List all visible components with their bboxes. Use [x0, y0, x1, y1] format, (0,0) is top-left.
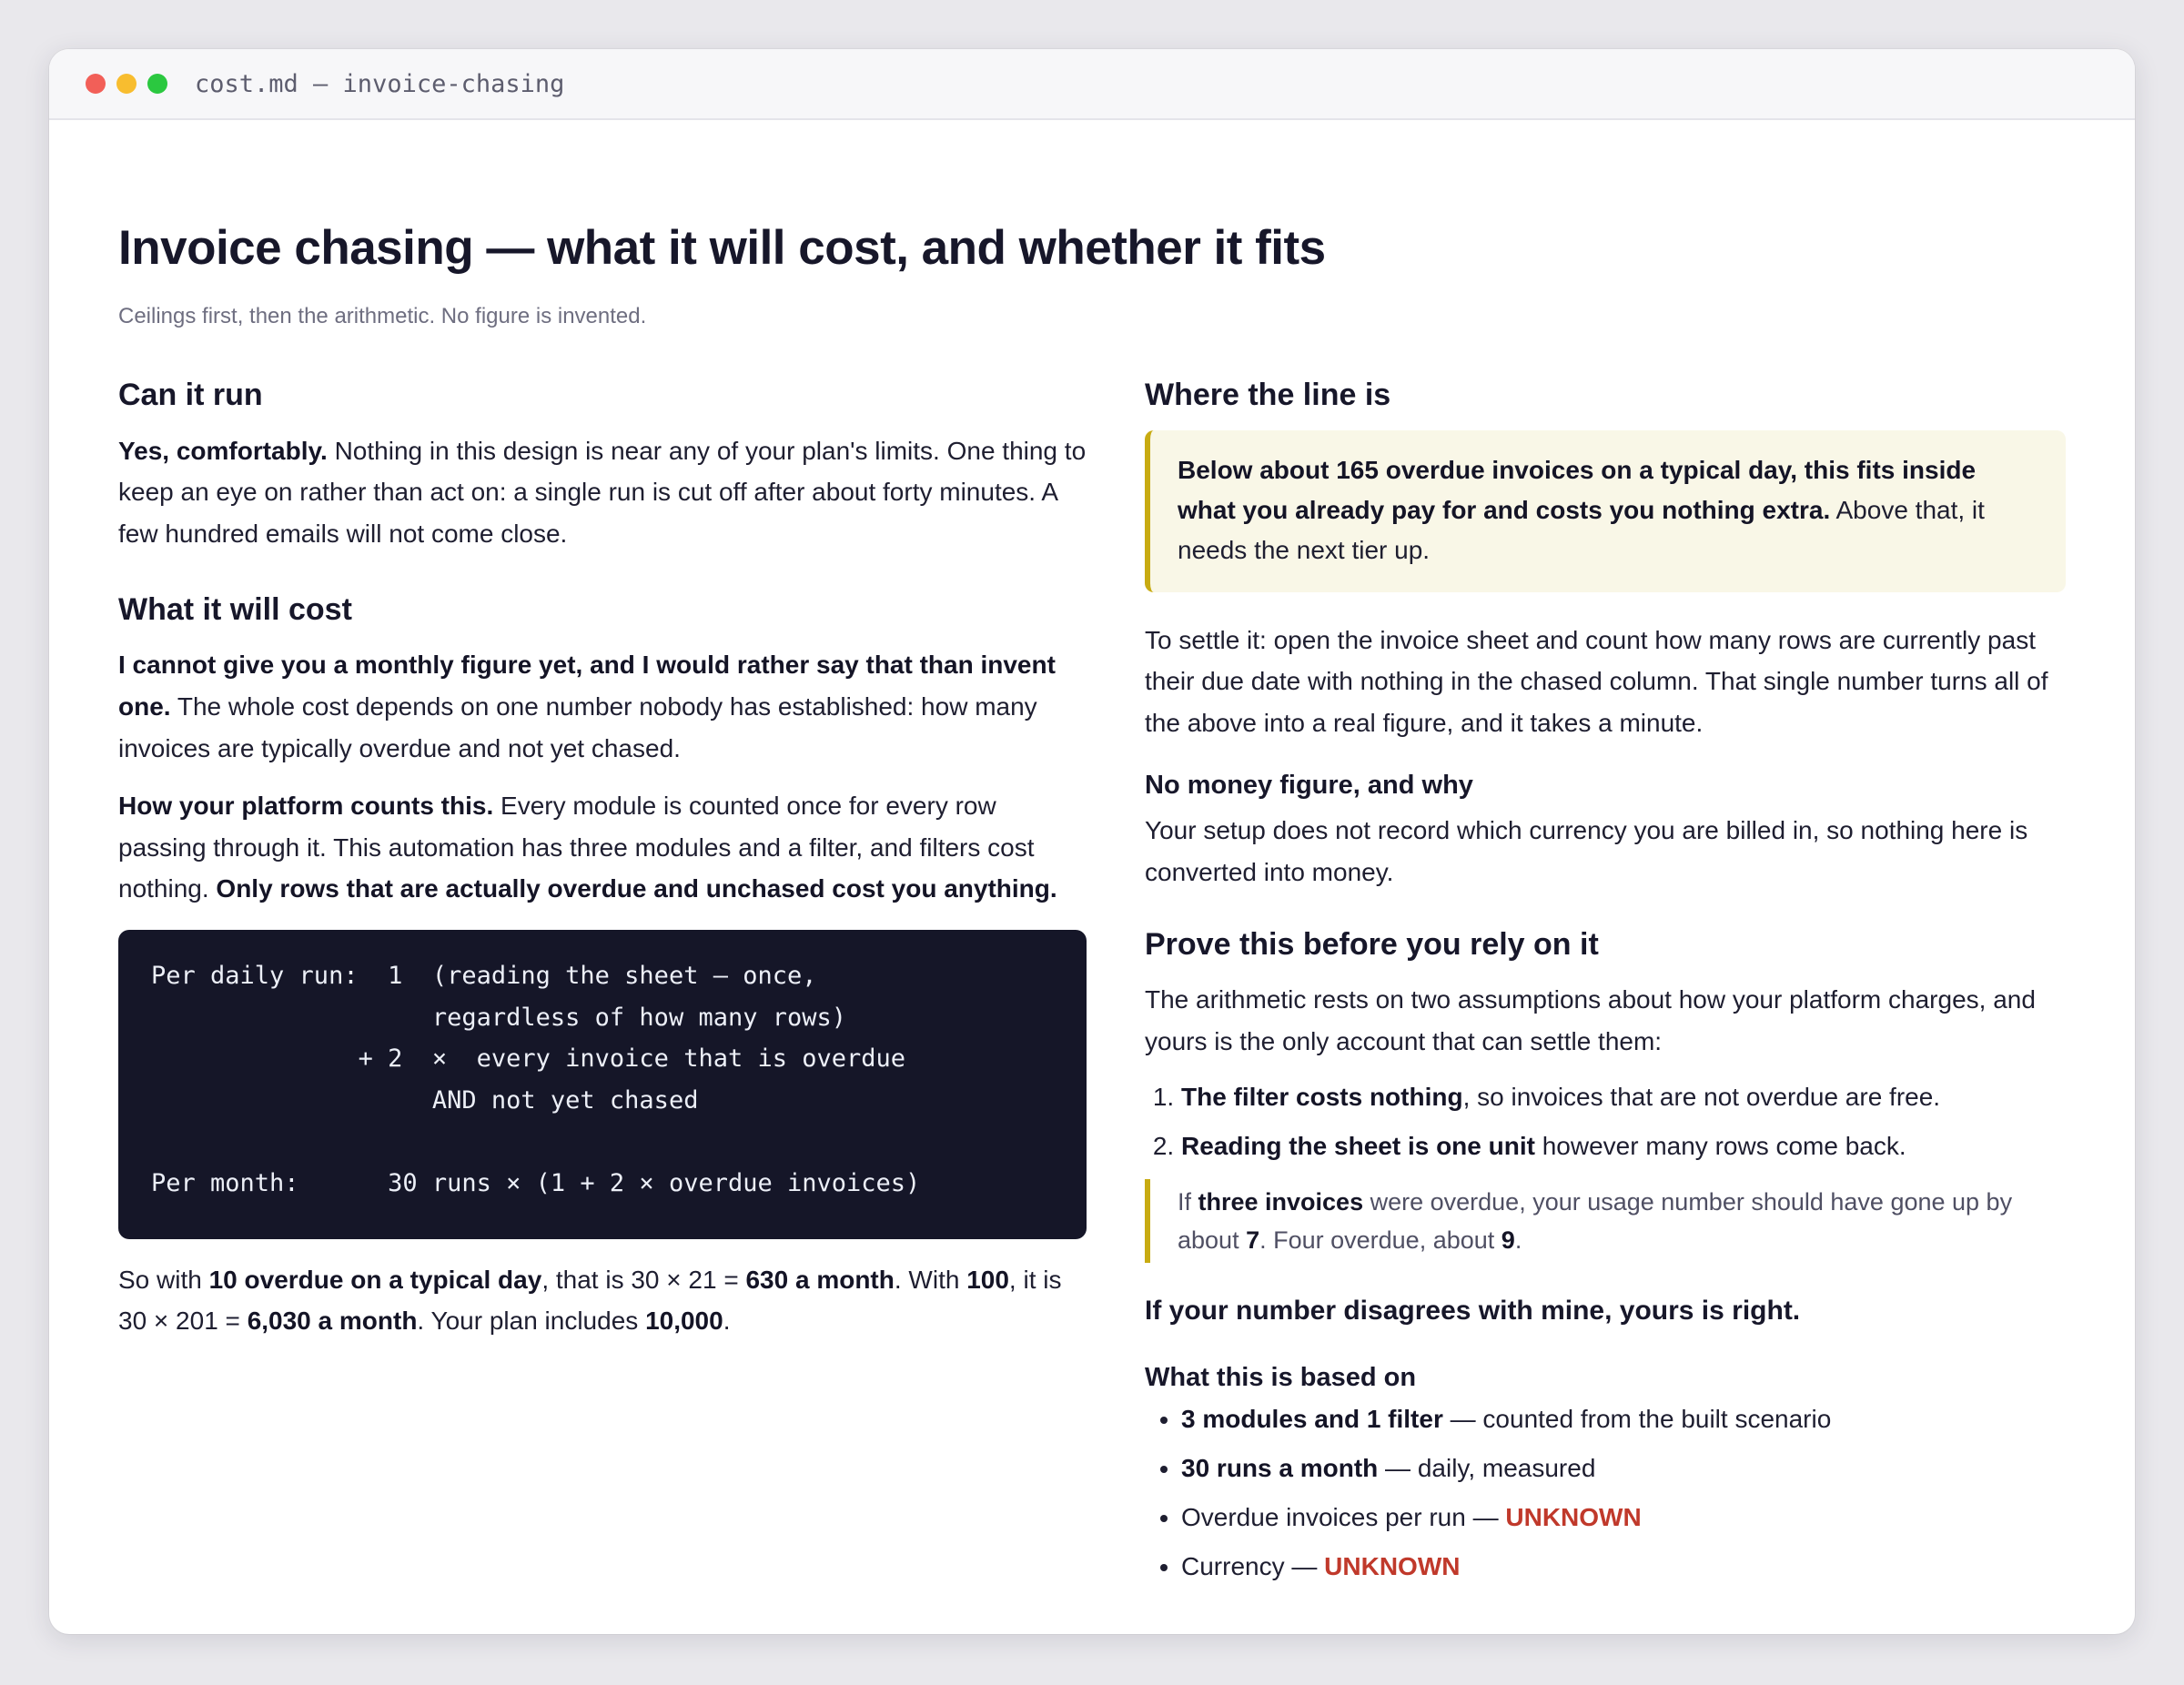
right-column: [1145, 377, 2066, 1599]
callout-text: [1178, 450, 2038, 570]
heading-no-money-figure: No money figure, and why: [1145, 770, 1473, 800]
example-bold: 100: [966, 1265, 1009, 1294]
example-text: .: [723, 1307, 731, 1336]
list-item-text: , so invoices that are not overdue are free.: [1462, 1082, 1941, 1111]
list-item-text: however many rows come back.: [1534, 1131, 1906, 1160]
callout-rest: Above that, it needs the next tier up.: [1178, 495, 1985, 564]
example-bold: 10,000: [645, 1307, 723, 1336]
note-text: [1178, 1183, 2066, 1259]
list-item: [1181, 1501, 2066, 1534]
formula-code-block: Per daily run: 1 (reading the sheet — once, regardless of how many rows) + 2 × every invoice that is overdue AND not yet chased Per month: 30 runs × (1 + 2 × overdue invoices): [118, 930, 1087, 1239]
close-window-button[interactable]: [86, 74, 106, 94]
counts-body: Every module is counted once for every row passing through it. This automation has three modules and a filter, and filters cost nothing.: [118, 792, 1035, 903]
settle-paragraph: To settle it: open the invoice sheet and count how many rows are currently past their due date with nothing in the chased column. That single number turns all of the above into a real figure, and it takes a minute.: [1145, 625, 2048, 737]
list-item-text: Currency —: [1181, 1551, 1325, 1580]
heading-can-it-run: Can it run: [118, 378, 263, 412]
list-item-bold: 3 modules and 1 filter: [1181, 1404, 1443, 1433]
example-text: , it is 30 × 201 =: [118, 1265, 1062, 1336]
heading-based-on: What this is based on: [1145, 1363, 1417, 1393]
note-part: If: [1178, 1187, 1198, 1216]
counts-paragraph: [118, 785, 1087, 910]
unknown-badge: UNKNOWN: [1505, 1502, 1642, 1531]
disagree-statement: If your number disagrees with mine, yours is right.: [1145, 1295, 1801, 1326]
example-text: , that is 30 × 21 =: [541, 1265, 746, 1294]
list-item: [1181, 1130, 2066, 1163]
cost-paragraph: [118, 644, 1087, 769]
heading-where-the-line-is: Where the line is: [1145, 378, 1391, 412]
maximize-window-button[interactable]: [147, 74, 167, 94]
heading-what-it-will-cost: What it will cost: [118, 591, 352, 627]
example-bold: 6,030 a month: [247, 1307, 418, 1336]
note-bold: three invoices: [1198, 1187, 1364, 1216]
list-item-text: Overdue invoices per run —: [1181, 1502, 1506, 1531]
example-paragraph: [118, 1259, 1087, 1342]
list-item: [1181, 1081, 2066, 1114]
example-text: . With: [894, 1265, 967, 1294]
note-part: were overdue, your usage number should have gone up by about: [1178, 1187, 2013, 1254]
money-paragraph: Your setup does not record which currency you are billed in, so nothing here is converted into money.: [1145, 816, 2028, 886]
note-part: .: [1514, 1226, 1522, 1254]
can-run-lead: Yes, comfortably.: [118, 436, 328, 465]
minimize-window-button[interactable]: [116, 74, 136, 94]
list-item: [1181, 1403, 2066, 1436]
heading-prove-this: Prove this before you rely on it: [1145, 926, 1599, 962]
threshold-callout: [1145, 430, 2066, 592]
prove-intro: The arithmetic rests on two assumptions about how your platform charges, and yours is the only account that can settle them:: [1145, 985, 2036, 1055]
list-item-bold: The filter costs nothing: [1181, 1082, 1463, 1111]
list-item-bold: 30 runs a month: [1181, 1453, 1379, 1482]
callout-bold: Below about 165 overdue invoices on a typical day, this fits inside what you already pay for and costs you nothing extra.: [1178, 455, 1977, 524]
counts-lead: How your platform counts this.: [118, 792, 494, 821]
app-window: [49, 49, 2135, 1634]
note-bold: 7: [1246, 1226, 1260, 1254]
page-subtitle: Ceilings first, then the arithmetic. No figure is invented.: [118, 304, 647, 328]
basis-list: [1145, 1403, 2066, 1583]
example-bold: 10 overdue on a typical day: [208, 1265, 542, 1294]
can-run-paragraph: [118, 430, 1087, 555]
list-item-text: — daily, measured: [1378, 1453, 1596, 1482]
left-column: [118, 377, 1087, 1358]
window-title: cost.md — invoice-chasing: [195, 69, 565, 98]
list-item-text: — counted from the built scenario: [1442, 1404, 1832, 1433]
counts-tail: Only rows that are actually overdue and unchased cost you anything.: [216, 874, 1057, 903]
unknown-badge: UNKNOWN: [1324, 1551, 1461, 1580]
cost-lead: I cannot give you a monthly figure yet, and I would rather say that than invent one.: [118, 651, 1056, 721]
note-part: . Four overdue, about: [1259, 1226, 1502, 1254]
list-item-bold: Reading the sheet is one unit: [1181, 1131, 1535, 1160]
list-item: [1181, 1550, 2066, 1583]
title-bar: [49, 49, 2135, 120]
example-text: So with: [118, 1265, 209, 1294]
assumptions-list: [1145, 1081, 2066, 1163]
verification-note: [1145, 1179, 2066, 1263]
list-item: [1181, 1452, 2066, 1485]
page-title: Invoice chasing — what it will cost, and whether it fits: [118, 221, 1326, 275]
can-run-body: Nothing in this design is near any of your plan's limits. One thing to keep an eye on rather than act on: a single run is cut off after about forty minutes. A few hundred emails will not come close.: [118, 436, 1087, 548]
note-bold: 9: [1501, 1226, 1515, 1254]
cost-body: The whole cost depends on one number nobody has established: how many invoices are typically overdue and not yet chased.: [118, 691, 1037, 762]
example-text: . Your plan includes: [417, 1307, 646, 1336]
example-bold: 630 a month: [745, 1265, 895, 1294]
